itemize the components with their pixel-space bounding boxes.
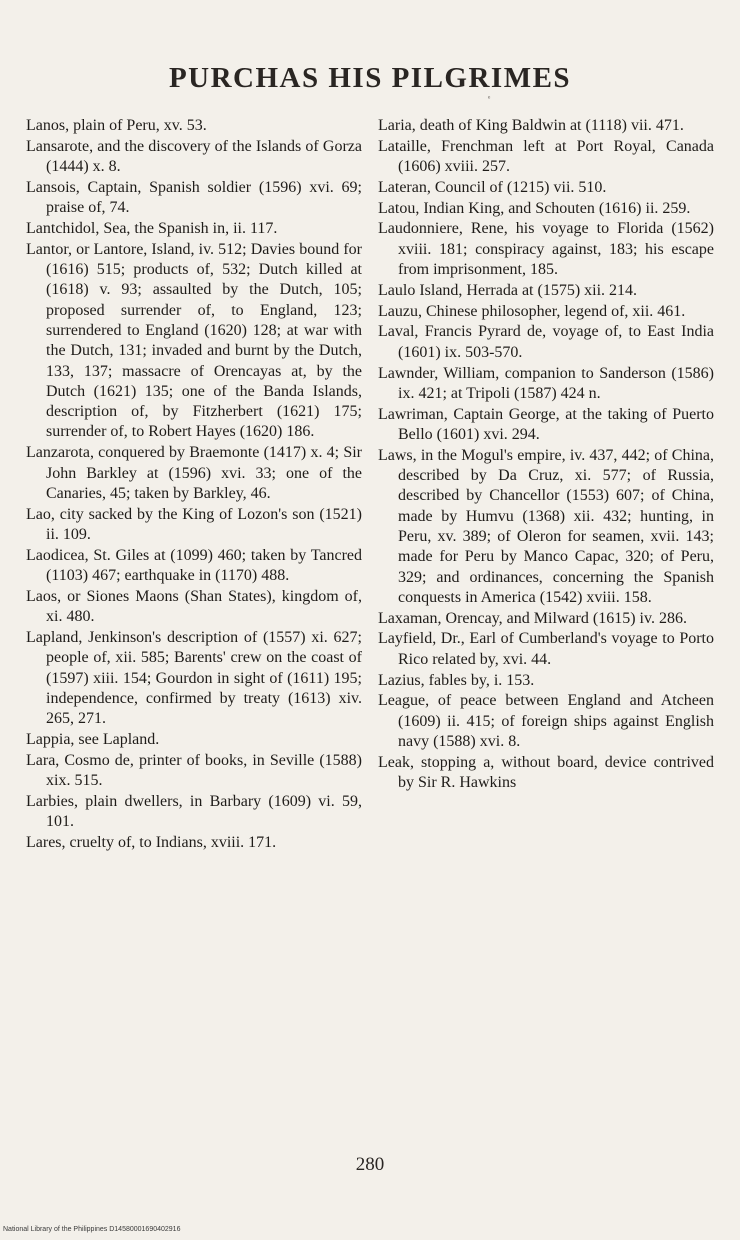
index-entry: Lapland, Jenkinson's description of (1557) xi. 627; people of, xii. 585; Barents' crew on the coast of (1597) xiii. 154; Gourdon in sight of (1611) 195; independence, confirmed by treaty (1613) xiv. 265, 271.: [26, 628, 362, 728]
index-entry: Laria, death of King Baldwin at (1118) vii. 471.: [378, 117, 684, 134]
index-entry: Lappia, see Lapland.: [26, 730, 160, 748]
index-entry: Lateran, Council of (1215) vii. 510.: [378, 178, 607, 196]
page-number: 280: [355, 1154, 385, 1175]
index-entry: Lansois, Captain, Spanish soldier (1596) xvi. 69; praise of, 74.: [26, 178, 362, 217]
index-entry: Lares, cruelty of, to Indians, xviii. 171.: [26, 833, 277, 851]
page-title: PURCHAS HIS PILGRIMES: [168, 62, 572, 94]
index-entry: Leak, stopping a, without board, device contrived by Sir R. Hawkins: [378, 753, 714, 791]
left-index-column: [26, 116, 362, 854]
right-index-column: [378, 116, 714, 794]
index-entry: Lao, city sacked by the King of Lozon's son (1521) ii. 109.: [26, 505, 362, 543]
index-entry: Lazius, fables by, i. 153.: [378, 671, 535, 689]
index-entry: Lanzarota, conquered by Braemonte (1417) x. 4; Sir John Barkley at (1596) xvi. 33; one of the Canaries, 45; taken by Barkley, 46.: [26, 444, 362, 502]
index-entry: League, of peace between England and Atcheen (1609) ii. 415; of foreign ships against English navy (1588) xvi. 8.: [378, 692, 714, 750]
index-entry: Latou, Indian King, and Schouten (1616) ii. 259.: [378, 199, 691, 217]
index-entry: Lantor, or Lantore, Island, iv. 512; Davies bound for (1616) 515; products of, 532; Dutch killed at (1618) v. 93; assaulted by the Dutch, 105; proposed surrender of, to England, 123; surrendered to England (1620) 128; at war with the Dutch, 131; invaded and burnt by the Dutch, 133, 137; massacre of Orencayas at, by the Dutch (1621) 135; one of the Banda Islands, description of, by Fitzherbert (1621) 175; surrender of, to Robert Hayes (1620) 186.: [26, 240, 362, 441]
index-entry: Laval, Francis Pyrard de, voyage of, to East India (1601) ix. 503-570.: [378, 323, 714, 361]
index-entry: Laxaman, Orencay, and Milward (1615) iv. 286.: [378, 609, 687, 627]
index-entry: Layfield, Dr., Earl of Cumberland's voyage to Porto Rico related by, xvi. 44.: [378, 630, 714, 668]
index-entry: Laodicea, St. Giles at (1099) 460; taken by Tancred (1103) 467; earthquake in (1170) 488.: [26, 546, 362, 585]
scan-footer: National Library of the Philippines D14580001690402916: [3, 1226, 181, 1233]
index-entry: Laulo Island, Herrada at (1575) xii. 214.: [378, 281, 638, 299]
index-entry: Lawriman, Captain George, at the taking of Puerto Bello (1601) xvi. 294.: [378, 405, 714, 443]
index-entry: Lauzu, Chinese philosopher, legend of, xii. 461.: [378, 302, 686, 320]
index-entry: Lataille, Frenchman left at Port Royal, Canada (1606) xviii. 257.: [378, 137, 714, 176]
index-entry: Laws, in the Mogul's empire, iv. 437, 442; of China, described by Da Cruz, xi. 577; of Russia, described by Chancellor (1553) 607; of China, made by Humvu (1368) xii. 432; hunting, in Peru, xv. 389; of Oleron for seamen, xvii. 143; made for Peru by Manco Capac, 320; of Peru, 329; and ordinances, concerning the Spanish conquests in America (1542) xviii. 158.: [378, 446, 714, 606]
index-entry: Larbies, plain dwellers, in Barbary (1609) vi. 59, 101.: [26, 792, 362, 831]
index-entry: Lansarote, and the discovery of the Islands of Gorza (1444) x. 8.: [26, 137, 362, 176]
ink-speck-decoration: ᵉ: [488, 93, 491, 103]
index-entry: Laudonniere, Rene, his voyage to Florida (1562) xviii. 181; conspiracy against, 183; his escape from imprisonment, 185.: [378, 220, 714, 279]
index-entry: Lawnder, William, companion to Sanderson (1586) ix. 421; at Tripoli (1587) 424 n.: [378, 364, 714, 402]
index-entry: Lanos, plain of Peru, xv. 53.: [26, 117, 207, 134]
index-entry: Lantchidol, Sea, the Spanish in, ii. 117.: [26, 219, 278, 237]
index-entry: Lara, Cosmo de, printer of books, in Seville (1588) xix. 515.: [26, 751, 362, 789]
index-entry: Laos, or Siones Maons (Shan States), kingdom of, xi. 480.: [26, 587, 362, 626]
